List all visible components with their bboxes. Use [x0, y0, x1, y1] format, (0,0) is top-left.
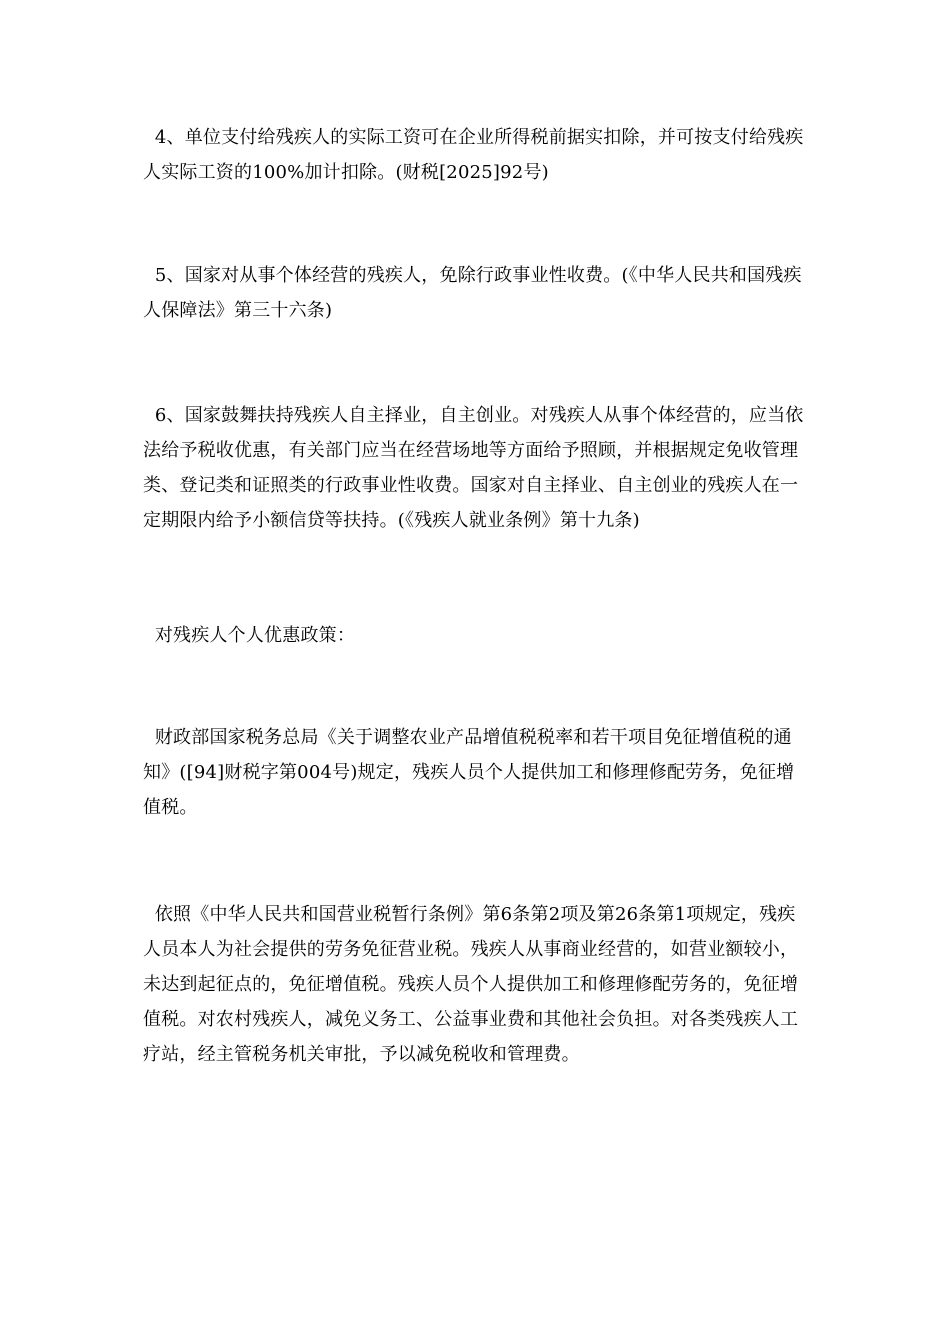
paragraph-item-6: 6、国家鼓舞扶持残疾人自主择业，自主创业。对残疾人从事个体经营的，应当依法给予税收优惠，有关部门应当在经营场地等方面给予照顾，并根据规定免收管理类、登记类和证照类的行政事业性收费。国家对自主择业、自主创业的残疾人在一定期限内给予小额信贷等扶持。(《残疾人就业条例》第十九条)	[143, 405, 804, 531]
paragraph-item-4: 4、单位支付给残疾人的实际工资可在企业所得税前据实扣除，并可按支付给残疾人实际工资的100%加计扣除。(财税[2025]92号)	[143, 127, 804, 183]
paragraph-business-tax: 依照《中华人民共和国营业税暂行条例》第6条第2项及第26条第1项规定，残疾人员本人为社会提供的劳务免征营业税。残疾人从事商业经营的，如营业额较小，未达到起征点的，免征增值税。残疾人员个人提供加工和修理修配劳务的，免征增值税。对农村残疾人，减免义务工、公益事业费和其他社会负担。对各类残疾人工疗站，经主管税务机关审批，予以减免税收和管理费。	[143, 904, 799, 1065]
paragraph-item-5: 5、国家对从事个体经营的残疾人，免除行政事业性收费。(《中华人民共和国残疾人保障法》第三十六条)	[143, 265, 802, 321]
paragraph-vat-exemption: 财政部国家税务总局《关于调整农业产品增值税税率和若干项目免征增值税的通知》([94]财税字第004号)规定，残疾人员个人提供加工和修理修配劳务，免征增值税。	[143, 727, 795, 818]
section-heading: 对残疾人个人优惠政策：	[143, 625, 356, 646]
